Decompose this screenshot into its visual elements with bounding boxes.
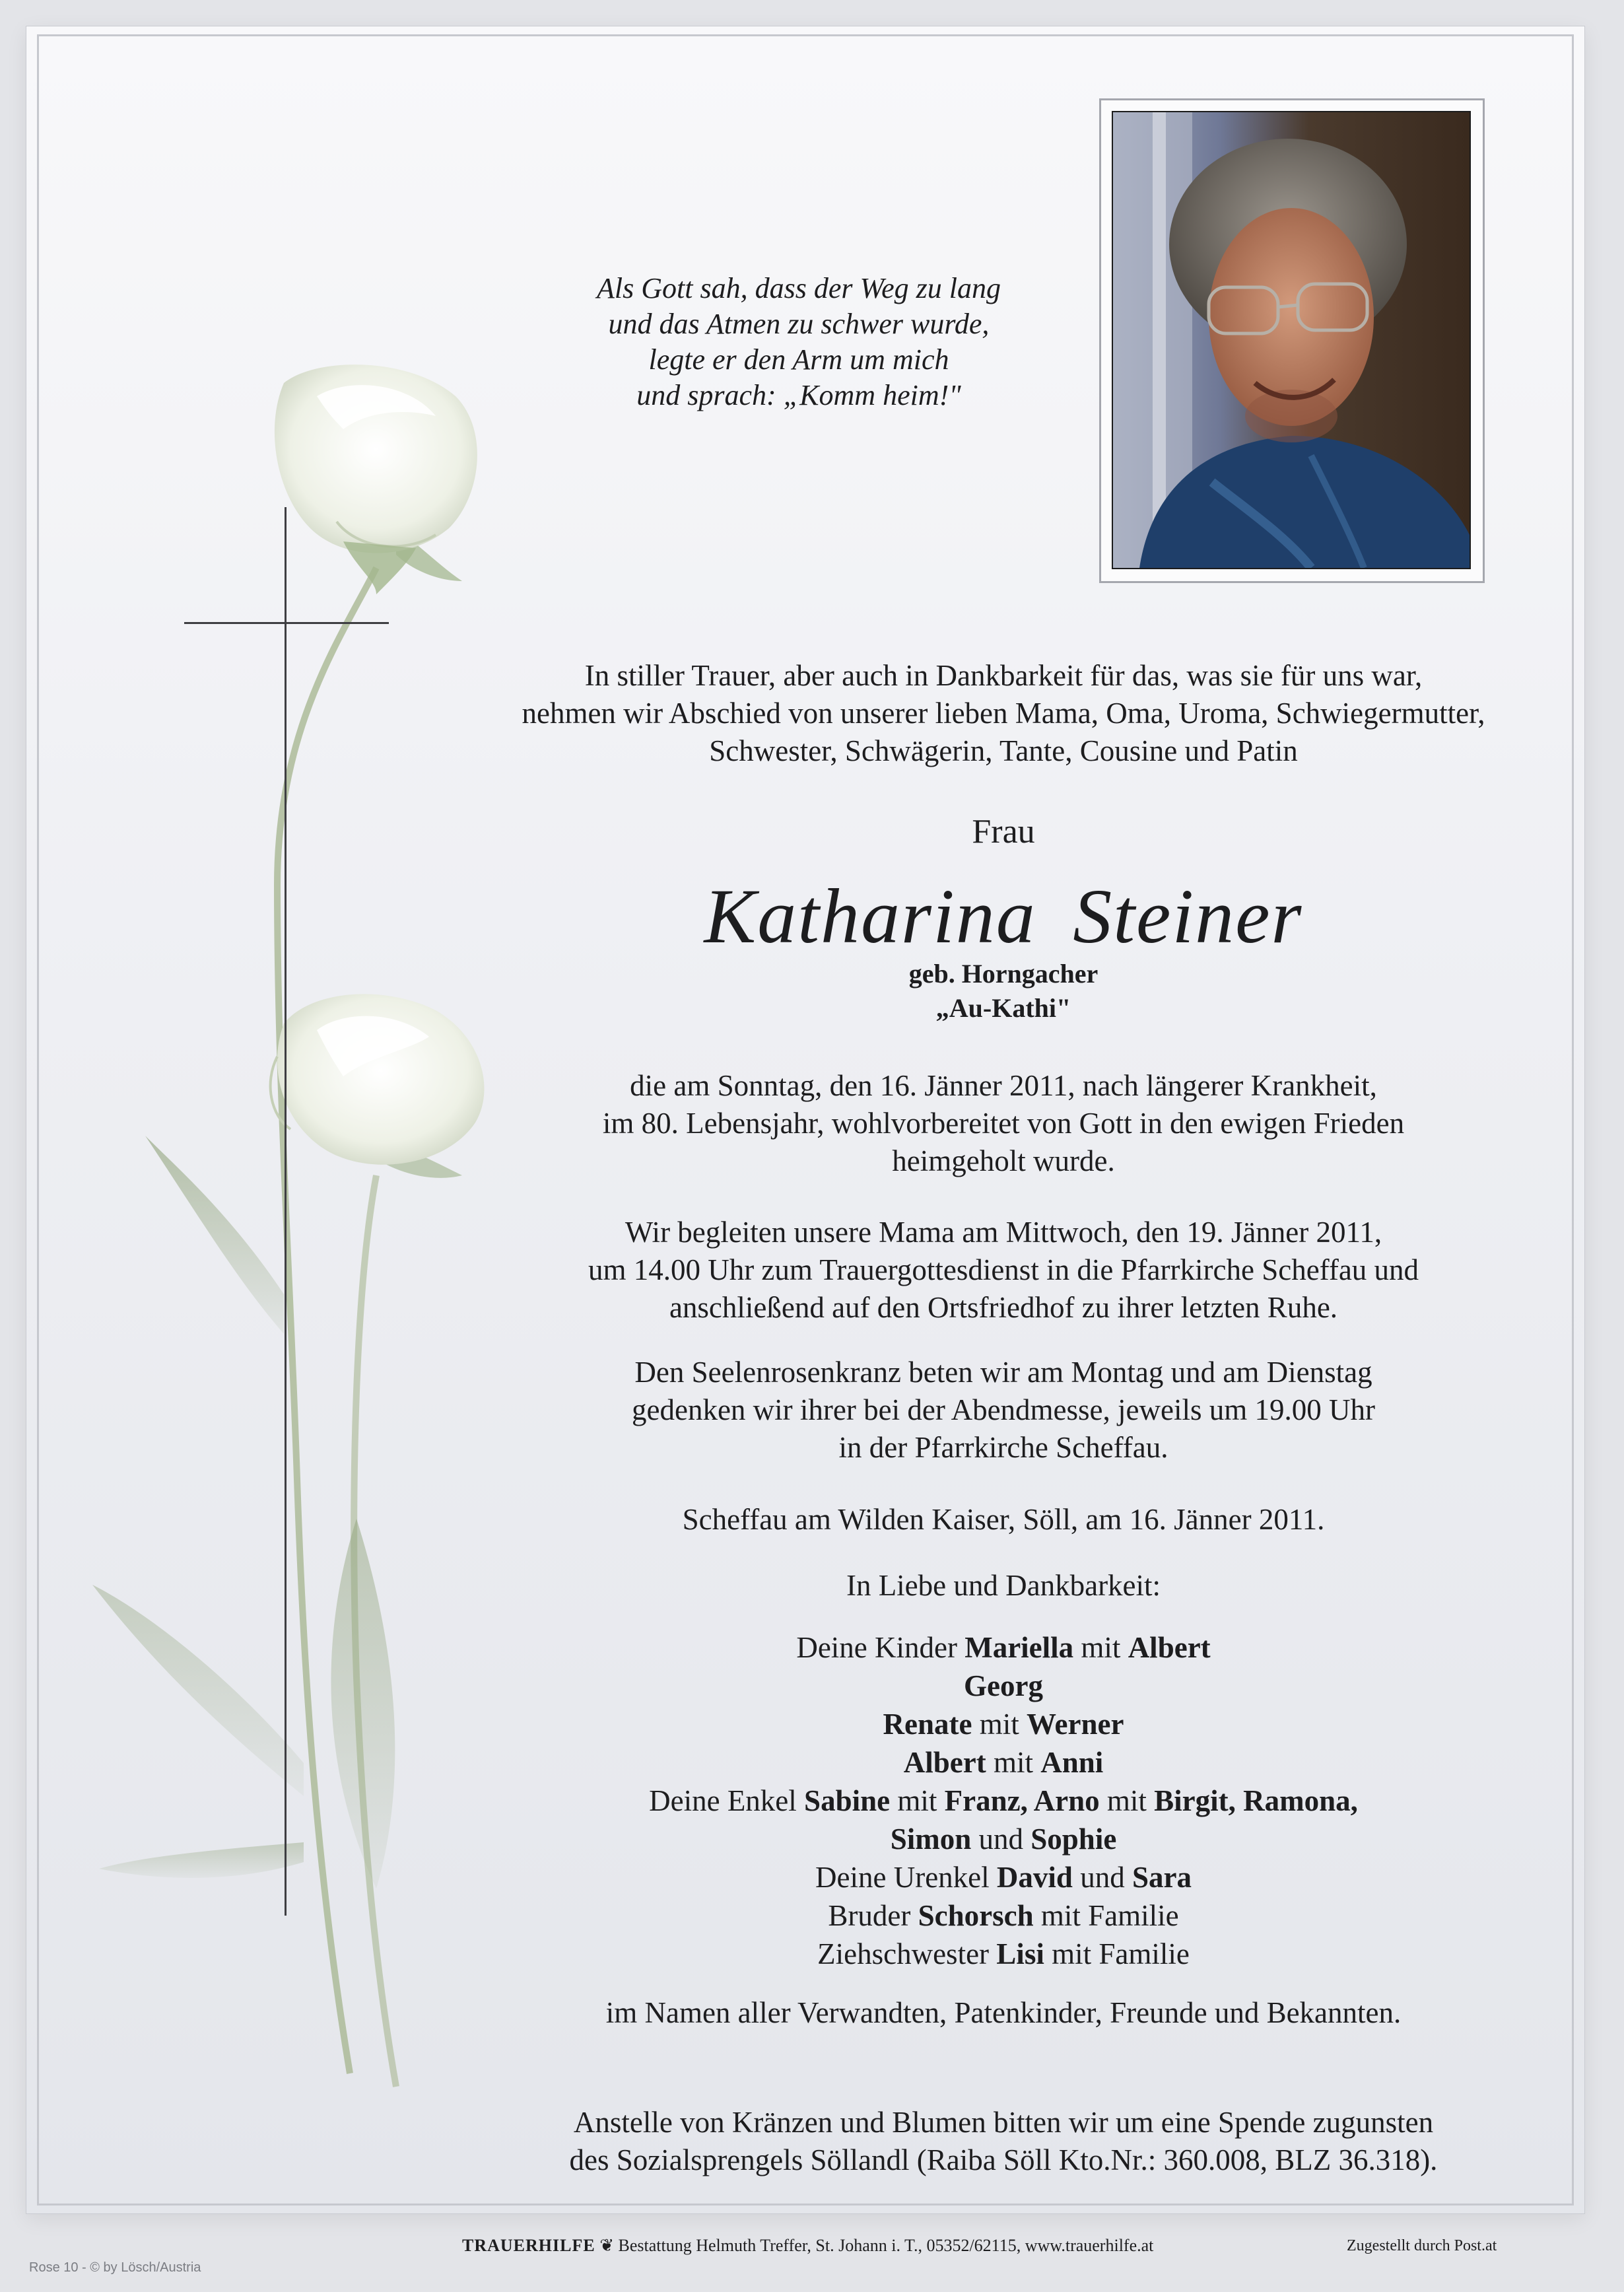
family-name: Sabine (804, 1784, 891, 1817)
family-line-children: Deine Kinder Mariella mit Albert (796, 1631, 1211, 1664)
relatives-line: im Namen aller Verwandten, Patenkinder, Freunde und Bekannten. (605, 1996, 1402, 2029)
death-notice (396, 1067, 1611, 1180)
family-name: Lisi (996, 1937, 1044, 1970)
nickname: „Au-Kathi" (935, 993, 1071, 1023)
footer-delivery-note: Zugestellt durch Post.at (1347, 2237, 1497, 2254)
family-line (396, 1667, 1611, 1705)
poem-line: und das Atmen zu schwer wurde, (608, 308, 990, 340)
brand-glyph-icon: ❦ (599, 2236, 614, 2255)
intro-line: Schwester, Schwägerin, Tante, Cousine und Patin (709, 734, 1298, 767)
love-line: In Liebe und Dankbarkeit: (846, 1569, 1161, 1602)
deceased-name: Katharina Steiner (704, 873, 1303, 959)
family-name: Georg (964, 1669, 1043, 1702)
death-notice-line: heimgeholt wurde. (892, 1144, 1115, 1177)
family-line: Albert mit Anni (903, 1746, 1104, 1779)
family-name: Birgit, Ramona, (1154, 1784, 1358, 1817)
obituary-card (26, 26, 1584, 2255)
rosary-notice-line: Den Seelenrosenkranz beten wir am Montag und am Dienstag (634, 1356, 1372, 1389)
family-line-grandchildren: Deine Enkel Sabine mit Franz, Arno mit Birgit, Ramona, (649, 1784, 1358, 1817)
footer-contact: Bestattung Helmuth Treffer, St. Johann i. T., 05352/62115, www.trauerhilfe.at (618, 2236, 1154, 2255)
cross-vertical-bar (285, 507, 287, 1916)
footer-funeral-home (462, 2236, 1153, 2256)
death-notice-line: im 80. Lebensjahr, wohlvorbereitet von Gott in den ewigen Frieden (602, 1107, 1405, 1140)
family-name: Mariella (964, 1631, 1074, 1664)
rosary-notice-line: gedenken wir ihrer bei der Abendmesse, jeweils um 19.00 Uhr (632, 1393, 1375, 1426)
intro-line: In stiller Trauer, aber auch in Dankbarkeit für das, was sie für uns war, (584, 659, 1423, 692)
family-line: Simon und Sophie (890, 1823, 1117, 1856)
poem-line: legte er den Arm um mich (648, 343, 949, 376)
family-name: Renate (883, 1708, 972, 1741)
rosary-notice-line: in der Pfarrkirche Scheffau. (838, 1431, 1168, 1464)
rosary-notice (396, 1354, 1611, 1467)
death-notice-line: die am Sonntag, den 16. Jänner 2011, nach längerer Krankheit, (630, 1069, 1377, 1102)
funeral-notice-line: um 14.00 Uhr zum Trauergottesdienst in die Pfarrkirche Scheffau und (588, 1253, 1419, 1286)
portrait-photo (1112, 111, 1471, 569)
family-name: Schorsch (918, 1899, 1034, 1932)
family-name: Sophie (1031, 1823, 1117, 1856)
intro-text (396, 657, 1611, 770)
portrait-image (1113, 112, 1470, 568)
portrait-frame (1099, 98, 1485, 583)
family-name: Simon (890, 1823, 972, 1856)
family-name: Werner (1027, 1708, 1124, 1741)
place-date: Scheffau am Wilden Kaiser, Söll, am 16. Jänner 2011. (682, 1503, 1325, 1536)
family-name: Franz, Arno (944, 1784, 1100, 1817)
family-name: Albert (1128, 1631, 1211, 1664)
donation-line: Anstelle von Kränzen und Blumen bitten wir um eine Spende zugunsten (573, 2106, 1434, 2139)
family-name: Sara (1132, 1861, 1192, 1894)
family-list (396, 1628, 1611, 1973)
family-name: Anni (1040, 1746, 1104, 1779)
donation-note (396, 2104, 1611, 2179)
funeral-notice (396, 1214, 1611, 1327)
poem-line: Als Gott sah, dass der Weg zu lang (597, 272, 1001, 304)
funeral-notice-line: Wir begleiten unsere Mama am Mittwoch, den 19. Jänner 2011, (625, 1216, 1382, 1249)
family-line: Renate mit Werner (883, 1708, 1124, 1741)
intro-line: nehmen wir Abschied von unserer lieben Mama, Oma, Uroma, Schwiegermutter, (522, 697, 1485, 730)
family-line-brother: Bruder Schorsch mit Familie (828, 1899, 1179, 1932)
family-name: Albert (903, 1746, 986, 1779)
poem-line: und sprach: „Komm heim!" (636, 379, 961, 411)
family-name: David (996, 1861, 1073, 1894)
footer-brand: TRAUERHILFE (462, 2236, 595, 2255)
memorial-poem (502, 271, 1096, 413)
funeral-notice-line: anschließend auf den Ortsfriedhof zu ihrer letzten Ruhe. (669, 1291, 1338, 1324)
maiden-name: geb. Horngacher (908, 959, 1099, 989)
imprint: Rose 10 - © by Lösch/Austria (29, 2260, 201, 2275)
cross-horizontal-bar (184, 622, 389, 624)
salutation: Frau (972, 813, 1035, 851)
family-line-great-grandchildren: Deine Urenkel David und Sara (815, 1861, 1192, 1894)
donation-line: des Sozialsprengels Söllandl (Raiba Söll Kto.Nr.: 360.008, BLZ 36.318). (569, 2143, 1438, 2176)
family-line-foster-sister: Ziehschwester Lisi mit Familie (817, 1937, 1190, 1970)
